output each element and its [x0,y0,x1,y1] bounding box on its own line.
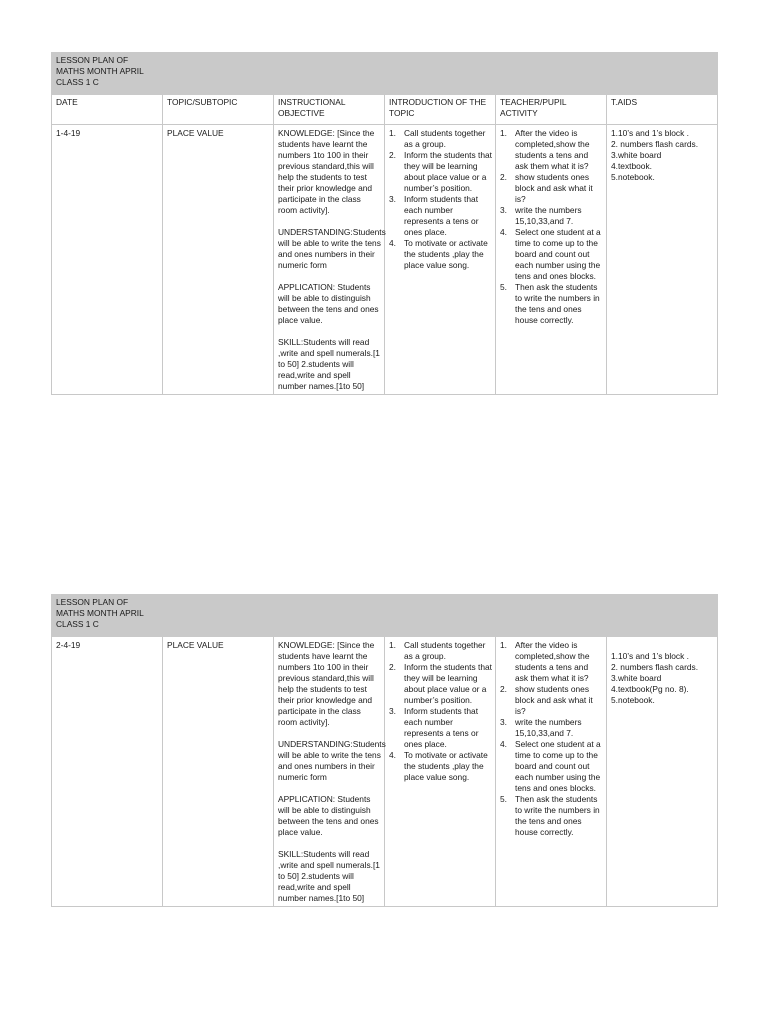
header-topic: TOPIC/SUBTOPIC [163,95,274,125]
list-item: 5. Then ask the students to write the numbers in the tens and ones house correctly. [500,282,600,325]
header-date: DATE [52,95,163,125]
lesson-plan-table-2 [51,594,718,907]
objective-cell [274,125,385,395]
list-item: 5. Then ask the students to write the numbers in the tens and ones house correctly. [500,794,600,837]
aid-item: 2. numbers flash cards. [611,662,699,672]
objective-application: APPLICATION: Students will be able to distinguish between the tens and ones place value. [278,282,379,325]
header-objective: INSTRUCTIONAL OBJECTIVE [274,95,385,125]
list-item: 4. Select one student at a time to come up to the board and count out each number using the tens and ones blocks. [500,739,601,793]
aid-item: 2. numbers flash cards. [611,139,699,149]
objective-skill: SKILL:Students will read ,write and spell numerals.[1 to 50] 2.students will read,write and spell number names.[1to 50] [278,337,380,391]
title-line: CLASS 1 C [56,77,99,87]
header-row [52,95,718,125]
aid-item: 1.10’s and 1’s block . [611,651,689,661]
introduction-list [389,128,492,271]
aids-cell [607,637,718,907]
date-cell: 1-4-19 [52,125,163,395]
objective-understanding: UNDERSTANDING:Students will be able to write the tens and ones numbers in their numeric form [278,227,386,270]
title-line: LESSON PLAN OF [56,597,129,607]
title-line: LESSON PLAN OF [56,55,129,65]
aid-item: 4.textbook. [611,161,652,171]
introduction-list [389,640,492,783]
aids-cell [607,125,718,395]
list-item: 2. Inform the students that they will be learning about place value or a number’s position. [389,662,492,705]
list-item: 1. After the video is completed,show the students a tens and ask them what it is? [500,128,590,171]
aid-item: 3.white board [611,150,662,160]
title-line: MATHS MONTH APRIL [56,608,144,618]
title-line: CLASS 1 C [56,619,99,629]
list-item: 1. After the video is completed,show the students a tens and ask them what it is? [500,640,590,683]
header-activity: TEACHER/PUPIL ACTIVITY [496,95,607,125]
lesson-plan-title [52,53,718,95]
lesson-row [52,637,718,907]
header-aids: T.AIDS [607,95,718,125]
list-item: 2. Inform the students that they will be learning about place value or a number’s position. [389,150,492,193]
introduction-cell [385,125,496,395]
activity-list [500,128,603,326]
activity-list [500,640,603,838]
list-item: 4. Select one student at a time to come up to the board and count out each number using the tens and ones blocks. [500,227,601,281]
lesson-row [52,125,718,395]
objective-knowledge: KNOWLEDGE: [Since the students have learnt the numbers 1to 100 in their previous standard,this will help the students to test their prior knowledge and participate in the class room activity]. [278,128,375,215]
topic-cell: PLACE VALUE [163,637,274,907]
list-item: 2. show students ones block and ask what it is? [500,684,593,716]
objective-skill: SKILL:Students will read ,write and spell numerals.[1 to 50] 2.students will read,write and spell number names.[1to 50] [278,849,380,903]
aid-item: 5.notebook. [611,172,655,182]
list-item: 1. Call students together as a group. [389,128,486,149]
lesson-plan-table-1 [51,52,718,395]
list-item: 4. To motivate or activate the students ,play the place value song. [389,238,488,270]
list-item: 3. write the numbers 15,10,33,and 7. [500,205,582,226]
activity-cell [496,125,607,395]
objective-knowledge: KNOWLEDGE: [Since the students have learnt the numbers 1to 100 in their previous standard,this will help the students to test their prior knowledge and participate in the class room activity]. [278,640,375,727]
list-item: 3. Inform students that each number represents a tens or ones place. [389,194,479,237]
title-row [52,595,718,637]
aid-item: 5.notebook. [611,695,655,705]
date-cell: 2-4-19 [52,637,163,907]
aid-item: 3.white board [611,673,662,683]
topic-cell: PLACE VALUE [163,125,274,395]
activity-cell [496,637,607,907]
list-item: 3. Inform students that each number represents a tens or ones place. [389,706,479,749]
objective-cell [274,637,385,907]
title-row [52,53,718,95]
aid-item: 4.textbook(Pg no. 8). [611,684,689,694]
title-line: MATHS MONTH APRIL [56,66,144,76]
list-item: 1. Call students together as a group. [389,640,486,661]
objective-understanding: UNDERSTANDING:Students will be able to write the tens and ones numbers in their numeric form [278,739,386,782]
aid-item: 1.10’s and 1’s block . [611,128,689,138]
header-introduction: INTRODUCTION OF THE TOPIC [385,95,496,125]
lesson-plan-title [52,595,718,637]
list-item: 2. show students ones block and ask what it is? [500,172,593,204]
list-item: 3. write the numbers 15,10,33,and 7. [500,717,582,738]
objective-application: APPLICATION: Students will be able to distinguish between the tens and ones place value. [278,794,379,837]
list-item: 4. To motivate or activate the students ,play the place value song. [389,750,488,782]
introduction-cell [385,637,496,907]
